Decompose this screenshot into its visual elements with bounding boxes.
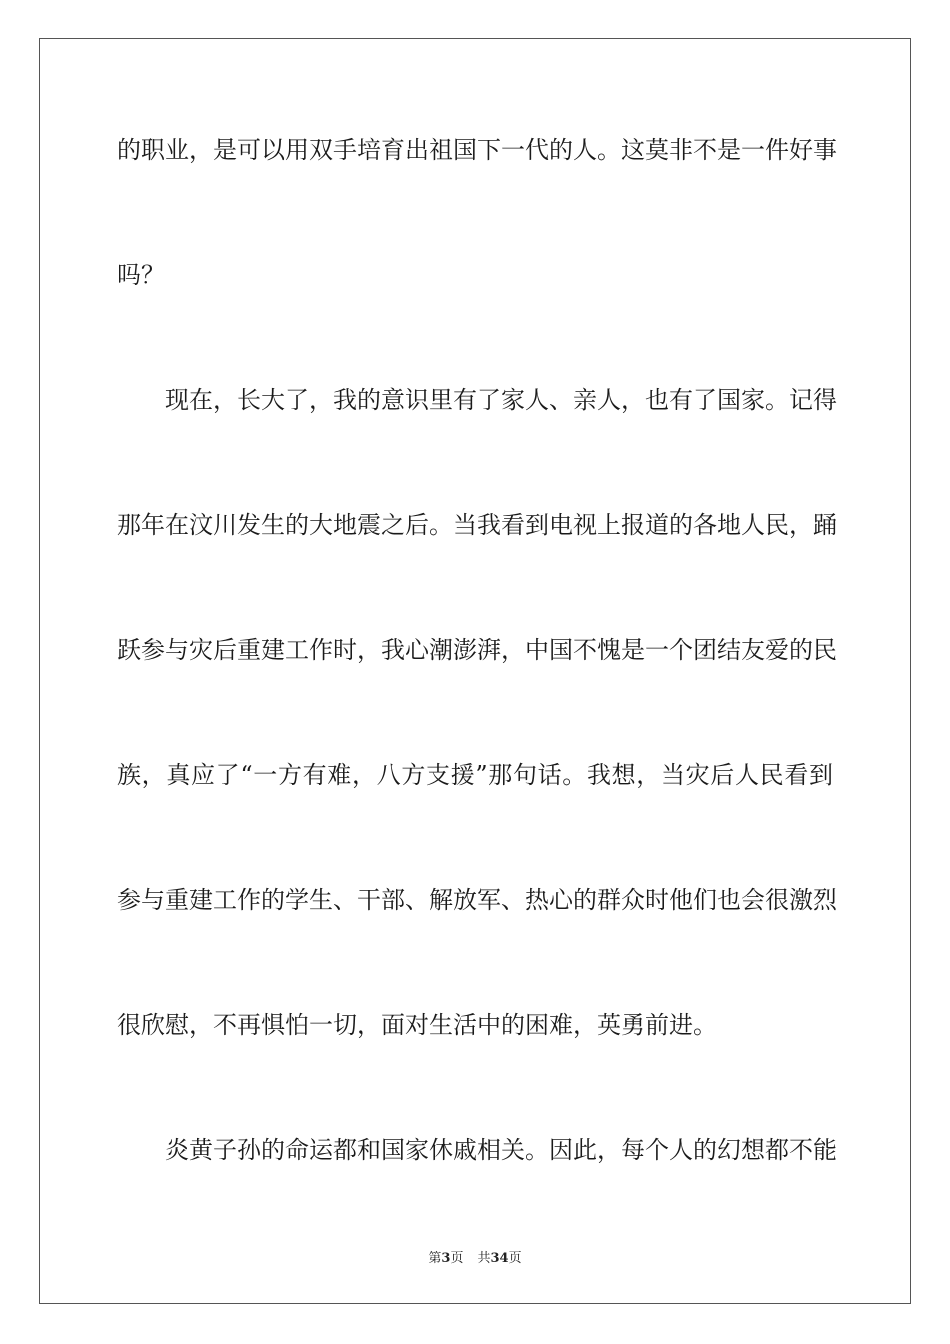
text-line-7: 参与重建工作的学生、干部、解放军、热心的群众时他们也会很激烈	[117, 886, 837, 914]
page-number: 3	[441, 1251, 451, 1266]
text-line-3: 现在，长大了，我的意识里有了家人、亲人，也有了国家。记得	[165, 386, 837, 414]
text-line-9: 炎黄子孙的命运都和国家休戚相关。因此，每个人的幻想都不能	[165, 1136, 837, 1164]
total-suffix: 页	[508, 1251, 522, 1266]
text-line-5: 跃参与灾后重建工作时，我心潮澎湃，中国不愧是一个团结友爱的民	[117, 636, 837, 664]
text-line-6: 族，真应了“一方有难，八方支援”那句话。我想，当灾后人民看到	[117, 761, 833, 789]
total-prefix: 共	[477, 1251, 491, 1266]
total-pages: 34	[490, 1251, 509, 1266]
page-footer	[0, 1247, 950, 1266]
page-prefix: 第	[428, 1251, 442, 1266]
text-line-1: 的职业，是可以用双手培育出祖国下一代的人。这莫非不是一件好事	[117, 136, 837, 164]
page-suffix: 页	[450, 1251, 464, 1266]
page-border	[39, 38, 911, 1304]
text-line-2: 吗？	[117, 261, 165, 289]
text-line-4: 那年在汶川发生的大地震之后。当我看到电视上报道的各地人民，踊	[117, 511, 837, 539]
text-line-8: 很欣慰，不再惧怕一切，面对生活中的困难，英勇前进。	[117, 1011, 717, 1039]
